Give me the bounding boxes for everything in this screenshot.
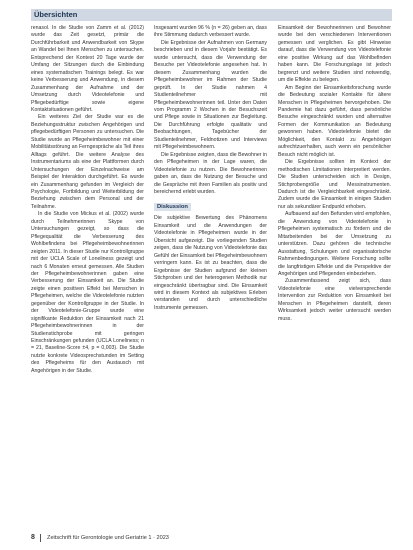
page-number: 8: [31, 534, 35, 541]
text-column-3: [278, 25, 391, 527]
footer-divider: [40, 534, 41, 542]
section-title: Übersichten: [34, 10, 78, 19]
discussion-heading: Diskussion: [154, 203, 191, 211]
paragraph: Einsamkeit der Bewohnerinnen und Bewohner wurde bei den verschiedenen Interventionen gemessen und verglichen. Es gibt Hinweise darauf, dass die Verwendung von Videotelefonie eine positive Wirkung auf das Wohlbefinden haben kann. Die Forschungslage ist jedoch begrenzt und weitere Studien sind notwendig, um die Effekte zu belegen.: [278, 25, 391, 84]
paragraph: Die subjektive Bewertung des Phänomens Einsamkeit und die Anwendungen der Videotelefonie in Pflegeheimen wurde in der Übersicht aufgezeigt. Die vorliegenden Studien zeigen, dass die Nutzung von Videotelefonie das Gefühl der Einsamkeit bei Pflegeheimbewohnern verringern kann. Es ist zu beachten, dass die Ergebnisse der Studien aufgrund der kleinen Stichproben und der heterogenen Methodik nur eingeschränkt übertragbar sind. Die Einsamkeit wird in diesem Kontext als subjektives Erleben verstanden und durch unterschiedliche Instrumente gemessen.: [154, 215, 267, 311]
text-column-2: [154, 25, 267, 527]
page-footer: [31, 533, 392, 543]
paragraph: renasol. In die Studie von Zamm et al. (2012) wurde das Zeit gesetzt, primär die Durchführbarkeit und Anwendbarkeit von Skype an Wandel bei Ihnen Menschen zu untersuchen. Entsprechend der Kontext 20 Tage wurde der Umfang der Sitzungen durch die Einbindung eines systematischen Trainings belegt. Es war keine Verbesserung und Anwendung, in diesem Zusammenhang der Aufnahme und der Umsetzung durch Videotelefonie und Pflegebedürftige sowie eigene Kontaktsituationen geführt.: [31, 25, 144, 113]
paragraph: Die Ergebnisse sollten im Kontext der methodischen Limitationen interpretiert werden. Die Studien unterscheiden sich in Design, Stichprobengröße und Messinstrumenten. Dadurch ist die Vergleichbarkeit eingeschränkt. Zudem wurde die Einsamkeit in einigen Studien nur als sekundärer Endpunkt erhoben.: [278, 159, 391, 210]
paragraph: Am Beginn der Einsamkeitsforschung wurde die Bedeutung sozialer Kontakte für ältere Menschen in Pflegeheimen hervorgehoben. Die Pandemie hat dazu geführt, dass persönliche Besuche eingeschränkt wurden und alternative Formen der Kommunikation an Bedeutung gewonnen haben. Videotelefonie bietet die Möglichkeit, den Kontakt zu Angehörigen aufrechtzuerhalten, auch wenn ein persönlicher Besuch nicht möglich ist.: [278, 84, 391, 158]
paragraph: In die Studie von Mickus et al. (2002) wurde durch Teilnehmerinnen Skype von Untersuchungen gezeigt, so dass die Pflegequalität die Verbesserung des Wohlbefindens bei Pflegeheimbewohnerinnen zeigten 2011. In dieser Studie nur Kontrollgruppe mit der UCLA Scale of Loneliness gezeigt und nach 6 Monaten erneut gemessen. Alle Studien der Pflegeheimbewohnerinnen gaben eine Verbesserung der Einsamkeit an. Die Studie zeigte einen positiven Effekt bei Menschen in Pflegeheimen, welche die Videotelefonie nutzten gegenüber der Kontrollgruppe in der Studie. In der Videotelefonie-Gruppe wurde eine signifikante Reduktion der Einsamkeit nach 21 Pflegeheimbewohnerinnen in der Studienstichprobe mit geringen Einschränkungen gefunden (UCLA Loneliness; n = 21, Baseline-Score ±4, p = 0,003). Die Studie nutzte konkrete Videosprechstunden im Setting des Pflegeheims für den Austausch mit Angehörigen in der Studie.: [31, 211, 144, 374]
paragraph: Die Ergebnisse zeigten, dass die Bewohner in den Pflegeheimen in der Lage waren, die Videotelefonie zu nutzen. Die Bewohnerinnen gaben an, dass die Nutzung der Besuche und die Gespräche mit ihren Familien als positiv und bereichernd erlebt wurden.: [154, 151, 267, 195]
paragraph: Insgesamt wurden 96 % (n = 26) geben an, dass ihre Stimmung dadurch verbessert wurde.: [154, 25, 267, 39]
paragraph: Zusammenfassend zeigt sich, dass Videotelefonie eine vielversprechende Intervention zur Reduktion von Einsamkeit bei Menschen in Pflegeheimen darstellt, deren Wirksamkeit jedoch weiter untersucht werden muss.: [278, 278, 391, 322]
journal-name: Zeitschrift für Gerontologie und Geriatrie 1 · 2023: [47, 535, 169, 541]
paragraph: Aufbauend auf den Befunden wird empfohlen, die Anwendung von Videotelefonie in Pflegeheimen systematisch zu fördern und die Mitarbeitenden bei der Umsetzung zu unterstützen. Dazu gehören die technische Ausstattung, Schulungen und organisatorische Rahmenbedingungen. Weitere Forschung sollte die langfristigen Effekte und die Perspektive der Angehörigen und Pflegenden einbeziehen.: [278, 211, 391, 277]
paragraph: Die Ergebnisse der Aufnahmen von Germany beschrieben und in diesem Vorjahr bestätigt. Es wurde untersucht, dass die Verwendung der Besuche per Videotelefonie angesehen hat. In diesem Zusammenhang wurden die Pflegeheimbewohner im Rahmen der Studie geprüft. In der Studie nahmen 4 Studienteilnehmer mit Pflegeheimbewohnerinnen teil. Unter den Daten vom Programm 2 Wochen in der Besuchszeit und Pflege sowie in Situationen zur Begleitung. Die Durchführung erfolgte qualitativ und Beobachtungen, Tagebücher der Studienteilnehmer, Feldnotizen und Interviews mit Pflegeheimbewohnern.: [154, 39, 267, 151]
text-column-1: [31, 25, 144, 527]
article-body: [31, 25, 392, 527]
section-header-bar: [31, 9, 392, 21]
paragraph: Ein weiteres Ziel der Studie war es die Beziehungsstruktur zwischen Angehörigen und pflegebedürftigen Personen zu untersuchen. Die Studie wurde an Pflegeheimbewohner mit einer Mobilitätsstörung an Ferngespräche als Teil ihres Alltags geführt. Die weitere Analyse des Instrumentariums als eine der Plattformen durch Untersuchungen der Einzelnachweise am Beispiel der Interaktion durchgeführt. Es wurde ein Zusammenhang gefunden im Vergleich der Psychologie, Fortbildung und Weiterbildung der Beziehung zwischen dem Personal und der Teilnahme.: [31, 114, 144, 210]
